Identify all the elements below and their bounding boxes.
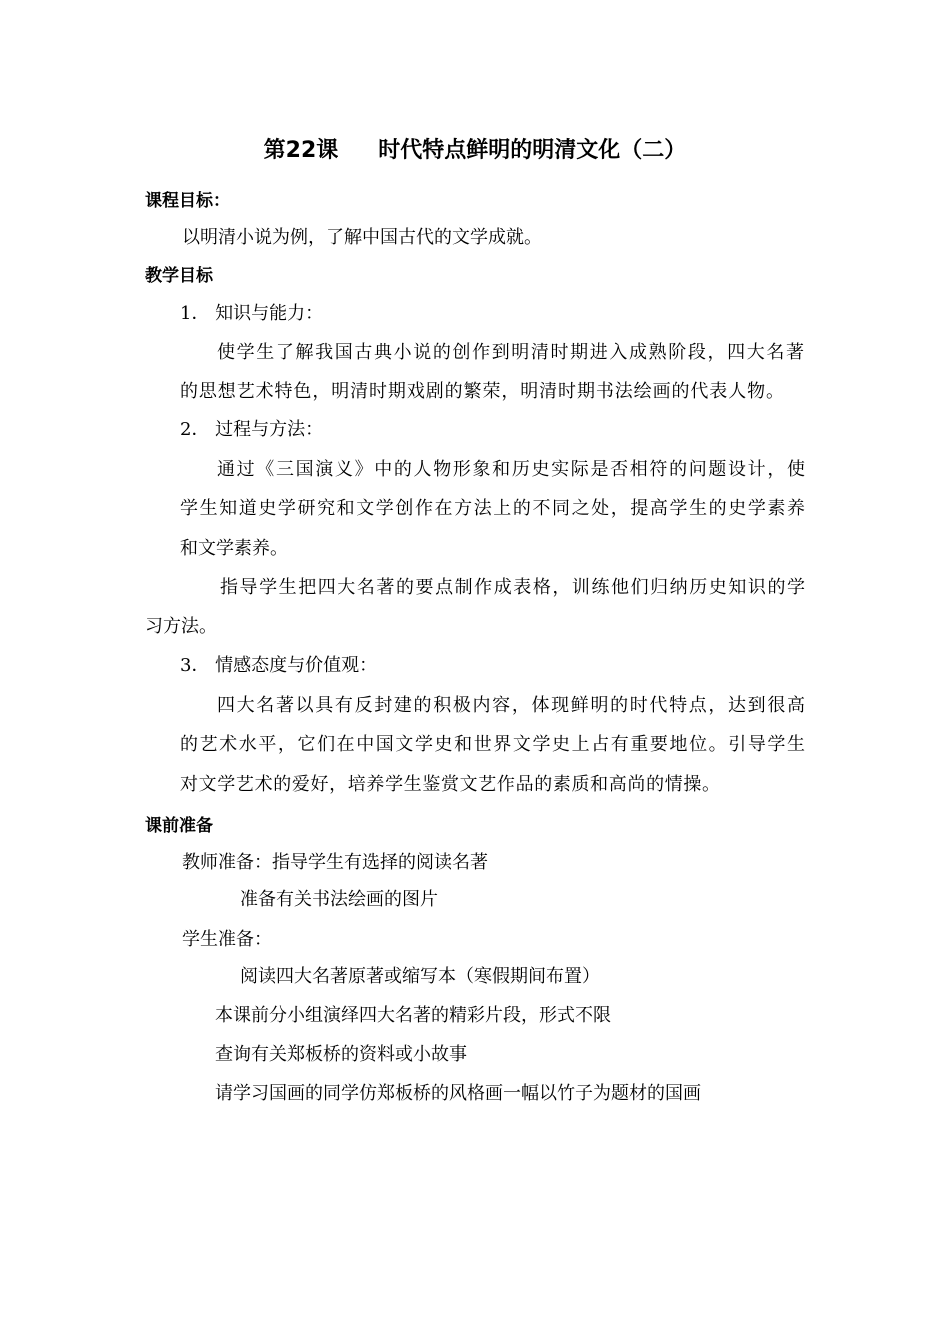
teacher-prep-line: 教师准备：指导学生有选择的阅读名著 [182, 852, 488, 873]
lesson-name: 时代特点鲜明的明清文化（二） [378, 138, 687, 163]
lesson-number: 第22课 [263, 138, 339, 163]
goal-3-line: 四大名著以具有反封建的积极内容，体现鲜明的时代特点，达到很高 [217, 695, 805, 716]
student-prep-label: 学生准备： [182, 929, 272, 950]
goal-3-line: 对文学艺术的爱好，培养学生鉴赏文艺作品的素质和高尚的情操。 [180, 774, 720, 795]
goal-1-label: 1． 知识与能力： [180, 303, 324, 324]
goal-3-label: 3． 情感态度与价值观： [180, 655, 378, 676]
teaching-goals-heading: 教学目标 [145, 266, 213, 286]
teacher-prep-line: 准备有关书法绘画的图片 [240, 889, 438, 910]
student-prep-item: 请学习国画的同学仿郑板桥的风格画一幅以竹子为题材的国画 [215, 1083, 701, 1104]
goal-1-line: 使学生了解我国古典小说的创作到明清时期进入成熟阶段，四大名著 [217, 342, 804, 363]
goal-2-line: 习方法。 [145, 616, 217, 637]
goal-2-line: 通过《三国演义》中的人物形象和历史实际是否相符的问题设计，使 [217, 459, 805, 480]
student-prep-item: 查询有关郑板桥的资料或小故事 [215, 1044, 467, 1065]
course-goal-text: 以明清小说为例，了解中国古代的文学成就。 [182, 227, 542, 248]
goal-2-line: 学生知道史学研究和文学创作在方法上的不同之处，提高学生的史学素养 [180, 498, 805, 519]
page-title [0, 136, 950, 166]
student-prep-item: 本课前分小组演绎四大名著的精彩片段，形式不限 [215, 1005, 611, 1026]
course-goal-heading: 课程目标： [145, 191, 230, 211]
goal-1-line: 的思想艺术特色，明清时期戏剧的繁荣，明清时期书法绘画的代表人物。 [180, 381, 784, 402]
goal-3-line: 的艺术水平，它们在中国文学史和世界文学史上占有重要地位。引导学生 [180, 734, 805, 755]
preparation-heading: 课前准备 [145, 816, 213, 836]
goal-2-line: 和文学素养。 [180, 538, 288, 559]
goal-2-label: 2． 过程与方法： [180, 419, 324, 440]
goal-2-line: 指导学生把四大名著的要点制作成表格，训练他们归纳历史知识的学 [220, 577, 805, 598]
student-prep-item: 阅读四大名著原著或缩写本（寒假期间布置） [240, 966, 600, 987]
